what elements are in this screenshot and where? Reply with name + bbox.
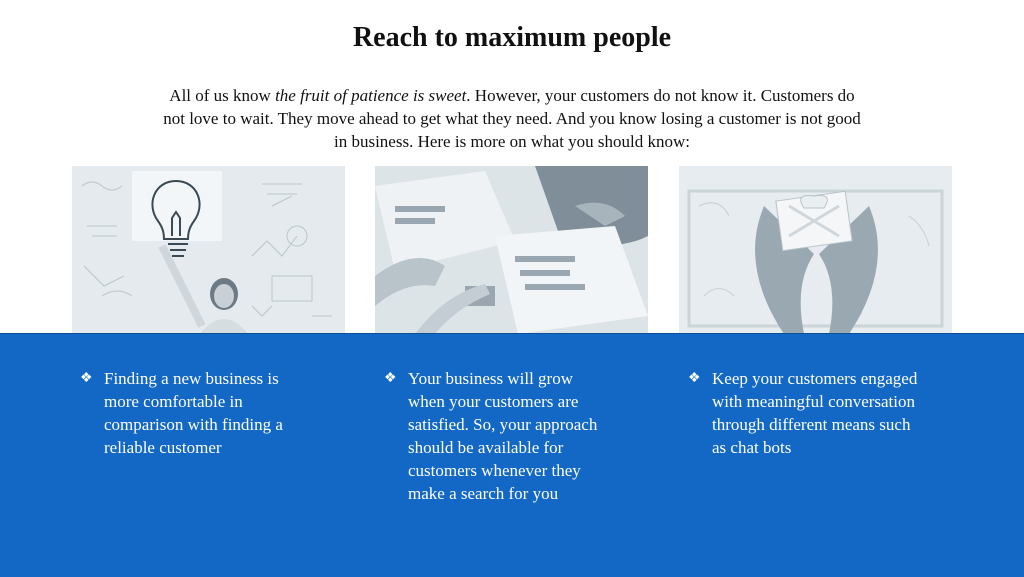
point-1: [80, 367, 310, 459]
newspaper-desk-image: [375, 166, 648, 334]
diamond-bullet-icon: ❖: [688, 371, 701, 386]
intro-italic-quote: the fruit of patience is sweet: [275, 86, 467, 105]
intro-paragraph: [160, 84, 864, 153]
bullet-points-band: [0, 333, 1024, 577]
diamond-bullet-icon: ❖: [80, 371, 93, 386]
intro-rest: . However, your customers do not know it. Customers do not love to wait. They move ahead to get what they need. And you know losing a customer is not good in business. Here is more on what you should know:: [163, 86, 861, 151]
diamond-bullet-icon: ❖: [384, 371, 397, 386]
point-text: Your business will grow when your customers are satisfied. So, your approach should be available for customers whenever they make a search for you: [408, 369, 598, 503]
point-text: Keep your customers engaged with meaningful conversation through different means such as chat bots: [712, 369, 918, 457]
point-text: Finding a new business is more comfortable in comparison with finding a reliable customer: [104, 369, 283, 457]
lightbulb-woman-image: [72, 166, 345, 334]
page-title: Reach to maximum people: [352, 22, 672, 53]
intro-lead: All of us know: [169, 86, 276, 105]
point-3: [688, 367, 928, 459]
gift-hands-image: [679, 166, 952, 334]
point-2: [384, 367, 614, 505]
